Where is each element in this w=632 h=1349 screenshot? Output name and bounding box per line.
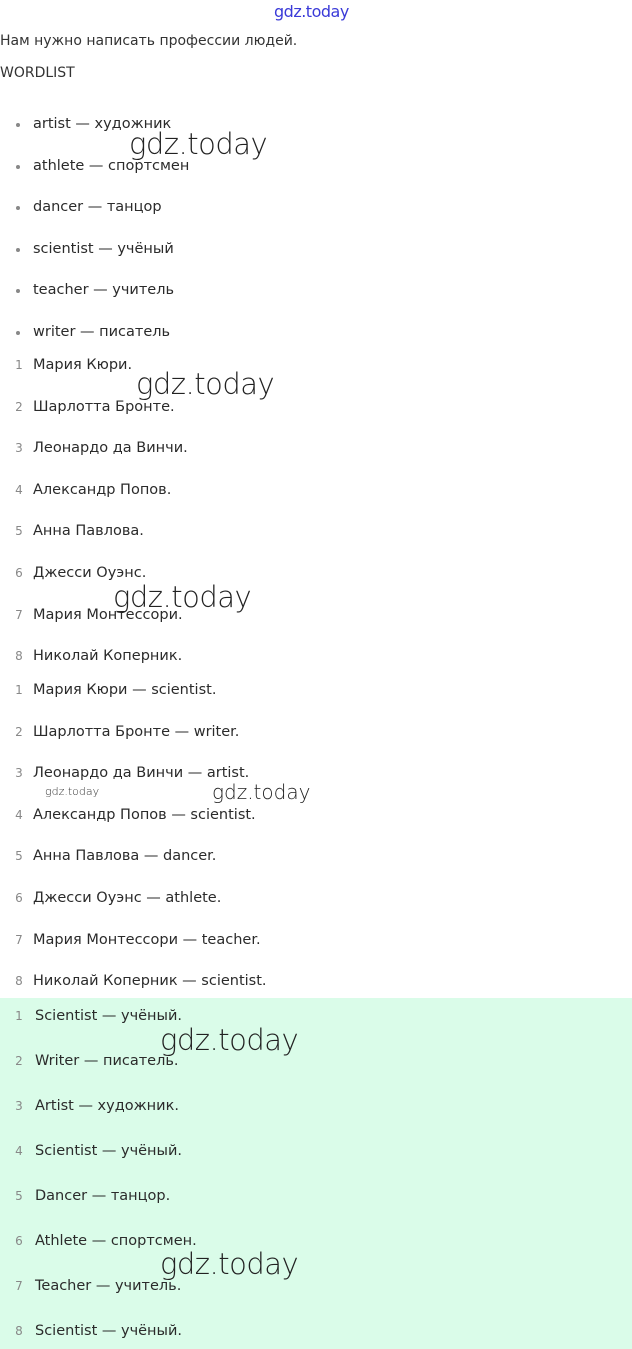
- bullet-icon: [16, 248, 20, 252]
- list-item: artist — художник: [0, 114, 632, 134]
- list-item: 2 Шарлотта Бронте.: [15, 398, 175, 415]
- bullet-icon: [16, 206, 20, 210]
- list-item: 4 Scientist — учёный.: [15, 1143, 183, 1159]
- list-item: 3 Леонардо да Винчи.: [15, 440, 188, 457]
- list-item: athlete — спортсмен: [0, 156, 632, 176]
- site-logo[interactable]: gdz.today: [274, 2, 349, 21]
- watermark: gdz.today: [160, 1247, 299, 1281]
- list-item: 3 Artist — художник.: [15, 1098, 179, 1114]
- list-item: 2 Шарлотта Бронте — writer.: [15, 723, 240, 740]
- intro-text: Нам нужно написать профессии людей.: [0, 33, 298, 49]
- list-item: 7 Мария Монтессори.: [15, 606, 183, 623]
- watermark: gdz.today: [136, 367, 275, 401]
- watermark: gdz.today: [212, 780, 311, 804]
- list-item: 5 Dancer — танцор.: [15, 1188, 171, 1204]
- bullet-icon: [16, 123, 20, 127]
- list-item: 7 Teacher — учитель.: [15, 1278, 182, 1294]
- list-item: 8 Scientist — учёный.: [15, 1323, 183, 1339]
- list-item: 3 Леонардо да Винчи — artist.: [15, 765, 250, 782]
- people-list: [0, 355, 632, 666]
- answers-list: [0, 1006, 632, 1341]
- list-item: 7 Мария Монтессори — teacher.: [15, 931, 261, 948]
- list-item: 4 Александр Попов — scientist.: [15, 806, 256, 823]
- watermark: gdz.today: [129, 127, 268, 161]
- wordlist-heading: WORDLIST: [0, 65, 75, 81]
- wordlist: [0, 114, 632, 342]
- bullet-icon: [16, 289, 20, 293]
- list-item: dancer — танцор: [0, 197, 632, 217]
- list-item: scientist — учёный: [0, 239, 632, 259]
- list-item: 5 Анна Павлова.: [15, 523, 144, 540]
- watermark: gdz.today: [45, 785, 100, 798]
- list-item: 1 Мария Кюри.: [15, 357, 133, 373]
- list-item: 8 Николай Коперник — scientist.: [15, 973, 267, 990]
- watermark: gdz.today: [113, 580, 252, 614]
- list-item: 4 Александр Попов.: [15, 481, 172, 498]
- watermark: gdz.today: [160, 1023, 299, 1057]
- list-item: teacher — учитель: [0, 280, 632, 300]
- list-item: 5 Анна Павлова — dancer.: [15, 848, 217, 865]
- list-item: 8 Николай Коперник.: [15, 648, 183, 665]
- answer-box: [0, 998, 632, 1349]
- list-item: 1 Мария Кюри — scientist.: [15, 682, 217, 698]
- matches-list: [0, 680, 632, 991]
- list-item: 1 Scientist — учёный.: [15, 1008, 183, 1024]
- bullet-icon: [16, 331, 20, 335]
- list-item: 2 Writer — писатель.: [15, 1053, 179, 1069]
- list-item: 6 Джесси Оуэнс.: [15, 564, 147, 581]
- bullet-icon: [16, 165, 20, 169]
- list-item: 6 Athlete — спортсмен.: [15, 1233, 197, 1249]
- list-item: writer — писатель: [0, 322, 632, 342]
- list-item: 6 Джесси Оуэнс — athlete.: [15, 889, 222, 906]
